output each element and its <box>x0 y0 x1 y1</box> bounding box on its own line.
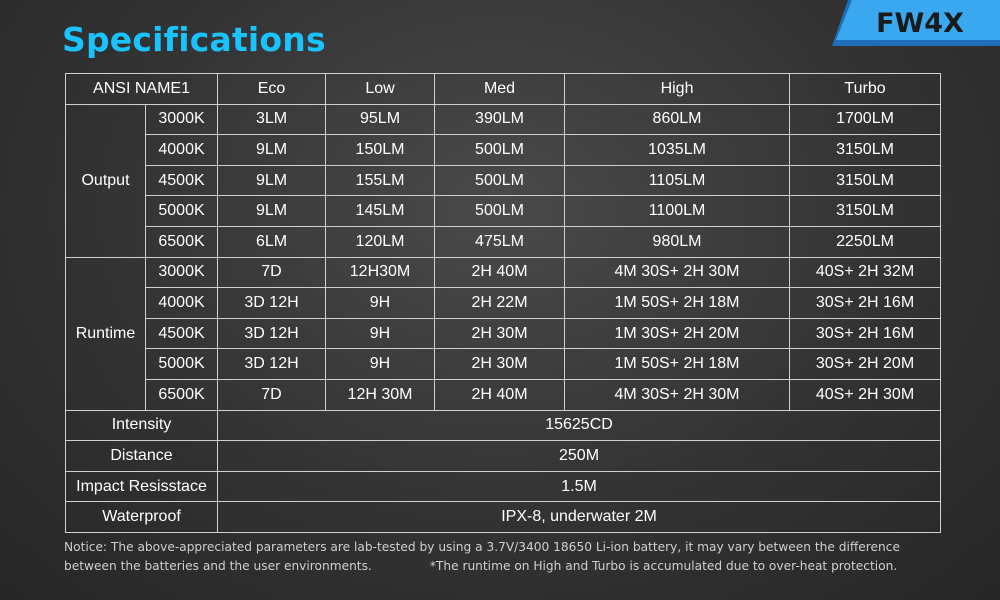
table-cell: 12H 30M <box>326 379 435 410</box>
table-cell: 30S+ 2H 16M <box>790 318 941 349</box>
spec-label-intensity: Intensity <box>66 410 218 441</box>
table-cell: 120LM <box>326 226 435 257</box>
table-cell: 150LM <box>326 135 435 166</box>
table-cell: 9H <box>326 349 435 380</box>
table-cell: 9LM <box>218 165 326 196</box>
table-row <box>66 318 941 349</box>
table-row <box>66 288 941 319</box>
color-temp: 3000K <box>146 104 218 135</box>
output-group-label: Output <box>66 104 146 257</box>
table-cell: 145LM <box>326 196 435 227</box>
table-cell: 1100LM <box>565 196 790 227</box>
table-cell: 155LM <box>326 165 435 196</box>
notice-line-2-part-1: between the batteries and the user environments. <box>64 559 372 573</box>
spec-label-waterproof: Waterproof <box>66 502 218 533</box>
table-cell: 12H30M <box>326 257 435 288</box>
table-row <box>66 196 941 227</box>
table-cell: 3150LM <box>790 165 941 196</box>
table-cell: 40S+ 2H 32M <box>790 257 941 288</box>
color-temp: 5000K <box>146 349 218 380</box>
spec-label-impact: Impact Resisstace <box>66 471 218 502</box>
table-cell: 3D 12H <box>218 349 326 380</box>
table-cell: 4M 30S+ 2H 30M <box>565 257 790 288</box>
table-cell: 1M 50S+ 2H 18M <box>565 288 790 319</box>
table-cell: 7D <box>218 257 326 288</box>
table-cell: 9LM <box>218 135 326 166</box>
table-header-row <box>66 74 941 105</box>
table-cell: 30S+ 2H 16M <box>790 288 941 319</box>
spec-value-distance: 250M <box>218 441 941 472</box>
table-cell: 9H <box>326 288 435 319</box>
color-temp: 5000K <box>146 196 218 227</box>
table-cell: 980LM <box>565 226 790 257</box>
table-cell: 7D <box>218 379 326 410</box>
table-cell: 95LM <box>326 104 435 135</box>
header-low: Low <box>326 74 435 105</box>
color-temp: 6500K <box>146 379 218 410</box>
table-cell: 40S+ 2H 30M <box>790 379 941 410</box>
table-cell: 500LM <box>435 196 565 227</box>
table-row <box>66 379 941 410</box>
table-cell: 475LM <box>435 226 565 257</box>
notice-text <box>64 538 964 576</box>
table-cell: 9LM <box>218 196 326 227</box>
table-row <box>66 471 941 502</box>
runtime-group-label: Runtime <box>66 257 146 410</box>
color-temp: 6500K <box>146 226 218 257</box>
table-cell: 2H 30M <box>435 318 565 349</box>
table-cell: 1700LM <box>790 104 941 135</box>
table-cell: 3150LM <box>790 135 941 166</box>
spec-value-intensity: 15625CD <box>218 410 941 441</box>
table-row <box>66 226 941 257</box>
table-cell: 2H 40M <box>435 257 565 288</box>
color-temp: 3000K <box>146 257 218 288</box>
table-cell: 30S+ 2H 20M <box>790 349 941 380</box>
table-row <box>66 502 941 533</box>
model-badge <box>832 0 1000 46</box>
table-cell: 500LM <box>435 165 565 196</box>
table-cell: 500LM <box>435 135 565 166</box>
table-cell: 1105LM <box>565 165 790 196</box>
color-temp: 4000K <box>146 135 218 166</box>
header-turbo: Turbo <box>790 74 941 105</box>
table-cell: 860LM <box>565 104 790 135</box>
spec-value-waterproof: IPX-8, underwater 2M <box>218 502 941 533</box>
table-cell: 2250LM <box>790 226 941 257</box>
header-ansi-name: ANSI NAME1 <box>66 74 218 105</box>
spec-label-distance: Distance <box>66 441 218 472</box>
notice-line-2 <box>64 557 964 576</box>
table-row <box>66 349 941 380</box>
table-cell: 1035LM <box>565 135 790 166</box>
table-row <box>66 441 941 472</box>
table-cell: 3D 12H <box>218 288 326 319</box>
table-cell: 2H 22M <box>435 288 565 319</box>
table-row <box>66 104 941 135</box>
spec-value-impact: 1.5M <box>218 471 941 502</box>
table-row <box>66 410 941 441</box>
table-row <box>66 135 941 166</box>
color-temp: 4500K <box>146 318 218 349</box>
header-eco: Eco <box>218 74 326 105</box>
table-cell: 6LM <box>218 226 326 257</box>
table-cell: 9H <box>326 318 435 349</box>
header-high: High <box>565 74 790 105</box>
table-cell: 2H 40M <box>435 379 565 410</box>
table-cell: 3LM <box>218 104 326 135</box>
table-row <box>66 257 941 288</box>
table-cell: 1M 30S+ 2H 20M <box>565 318 790 349</box>
table-cell: 2H 30M <box>435 349 565 380</box>
notice-line-1: Notice: The above-appreciated parameters are lab-tested by using a 3.7V/3400 18650 Li-ion battery, it may vary between the difference <box>64 540 900 554</box>
table-cell: 390LM <box>435 104 565 135</box>
notice-line-2-part-2: *The runtime on High and Turbo is accumulated due to over-heat protection. <box>429 559 898 573</box>
color-temp: 4500K <box>146 165 218 196</box>
table-cell: 1M 50S+ 2H 18M <box>565 349 790 380</box>
table-cell: 3150LM <box>790 196 941 227</box>
spec-table <box>65 73 941 533</box>
table-cell: 3D 12H <box>218 318 326 349</box>
table-row <box>66 165 941 196</box>
header-med: Med <box>435 74 565 105</box>
table-cell: 4M 30S+ 2H 30M <box>565 379 790 410</box>
page-title: Specifications <box>62 20 326 59</box>
color-temp: 4000K <box>146 288 218 319</box>
model-badge-text: FW4X <box>876 7 964 39</box>
